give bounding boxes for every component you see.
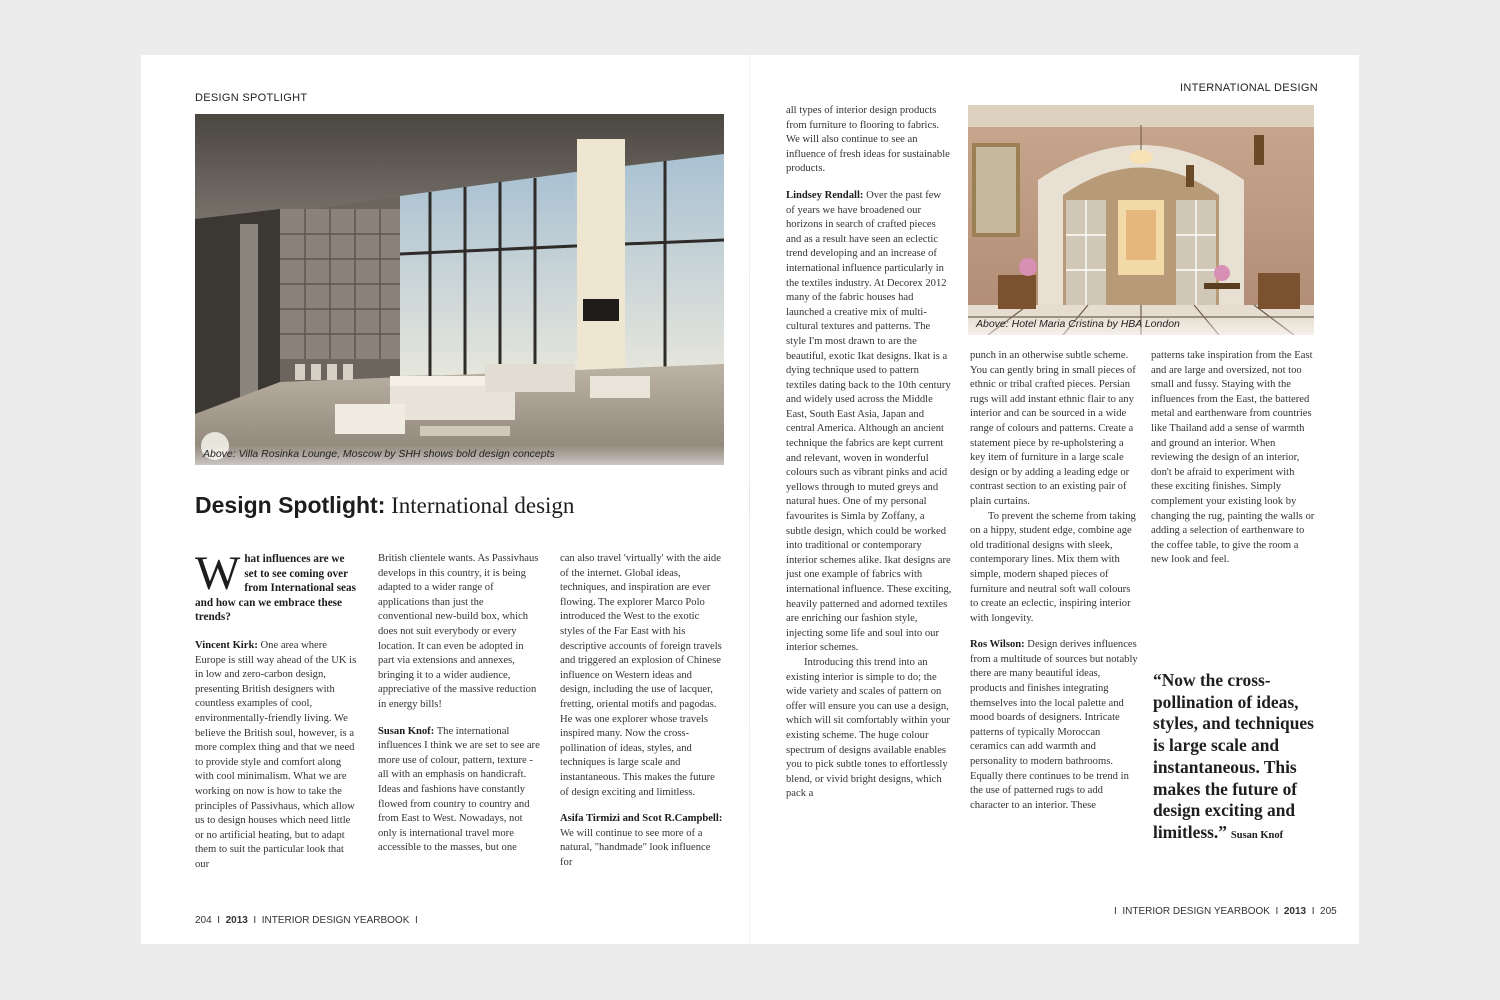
page-number: 204 (195, 915, 212, 926)
page-footer (1114, 906, 1337, 917)
drop-cap: W (195, 547, 241, 600)
paragraph-text: Over the past few of years we have broadened our horizons in search of crafted pieces and as a result have seen an eclectic trend developing and an increase of international influence particularly in the textiles industry. At Decorex 2012 many of the fabric houses had launched a creative mix of multi-cultural textures and patterns. The style I'm most drawn to are the beautiful, exotic Ikat designs. Ikat is a dying technique used to pattern textiles dating back to the 10th century and widely used across the Middle East, South East Asia, Japan and central America. Although an ancient technique the fabrics are kept current and relevant, woven in wonderful colours such as vibrant pinks and acid yellows through to muted greys and natural hues. One of my personal favourites is Simla by Zoffany, a subtle design, which could be worked into traditional or contemporary interior schemes alike. Ikat designs are just one example of fabrics with international influence. These exciting, heavily patterned and adorned textiles are enriching our fashion style, injecting some life and soul into our interior schemes. (786, 189, 952, 654)
speaker-name: Asifa Tirmizi and Scot R.Campbell: (560, 813, 723, 825)
paragraph-susan-knof (378, 725, 540, 856)
headline-bold: Design Spotlight: (195, 492, 386, 518)
magazine-spread (141, 55, 1359, 944)
pull-quote-author: Susan Knof (1230, 829, 1284, 841)
folio-year: 2013 (1283, 906, 1307, 917)
section-label: DESIGN SPOTLIGHT (195, 92, 308, 104)
pull-quote (1153, 670, 1323, 847)
lounge-photo (195, 114, 724, 465)
speaker-name: Lindsey Rendall: (786, 189, 864, 201)
folio-separator: I (217, 915, 221, 926)
paragraph: can also travel 'virtually' with the aide of the internet. Global ideas, techniques, and inspiration are ever flowing. The explorer Marco Polo introduced the West to the exotic styles of the Far East with his descriptive accounts of foreign travels and triggered an explosion of Chinese influence on Western ideas and design, including the use of lacquer, fretting, oriental motifs and pagodas. He was one explorer whose travels inspired many. Now the cross-pollination of ideas, styles, and techniques is large scale and instantaneous. This makes the future of design exciting and limitless. (560, 553, 722, 798)
folio-separator: I (414, 915, 418, 926)
paragraph: To prevent the scheme from taking on a hippy, student edge, combine age old traditional designs with sleek, contemporary lines. Mix them with simple, modern shaped pieces of furniture and neutral soft wall colours to create an eclectic, inspiring interior with longevity. (970, 510, 1136, 624)
section-label: INTERNATIONAL DESIGN (1180, 82, 1319, 94)
folio-separator: I (1311, 906, 1315, 917)
paragraph-lindsey-rendall (786, 189, 952, 656)
paragraph: punch in an otherwise subtle scheme. You can gently bring in small pieces of ethnic or tribal crafted pieces. Persian rugs will add instant ethnic flair to any interior and can be sourced in a wide range of colours and patterns. Create a statement piece by re-upholstering a key item of furniture in a large scale design or by adding a leading edge or contrast section to an existing pair of plain curtains. (970, 350, 1136, 507)
folio-separator: I (1275, 906, 1279, 917)
page-footer (195, 915, 418, 926)
headline-light: International design (385, 493, 575, 518)
intro-text: hat influences are we set to see coming over from International seas and how can we embrace these trends? (195, 553, 356, 624)
paragraph-ros-wilson (970, 638, 1138, 813)
photo-caption: Above: Villa Rosinka Lounge, Moscow by SHH shows bold design concepts (195, 445, 724, 465)
speaker-name: Vincent Kirk: (195, 639, 258, 651)
paragraph-vincent-kirk (195, 639, 357, 873)
speaker-name: Susan Knof: (378, 725, 435, 737)
paragraph: Introducing this trend into an existing interior is simple to do; the wide variety and scales of pattern on offer will ensure you can use a design, which will sit comfortably within your existing scheme. The huge colour spectrum of designs available enables you to pick subtle tones to effortlessly blend, or vivid bright designs, which pack a (786, 656, 950, 800)
paragraph-asifa-tirmizi (560, 812, 724, 870)
publication-title: INTERIOR DESIGN YEARBOOK (261, 915, 410, 926)
left-column-1 (195, 547, 357, 872)
folio-separator: I (253, 915, 257, 926)
pull-quote-text: “Now the cross-pollination of ideas, styles, and techniques is large scale and instantaneous. This makes the future of design exciting and limitless.” (1153, 670, 1314, 842)
publication-title: INTERIOR DESIGN YEARBOOK (1122, 906, 1270, 917)
paragraph: patterns take inspiration from the East and are large and oversized, not too small and fussy. Staying with the influences from the East, the battered metal and earthenware from countries like Thailand add a sense of warmth and ground an interior. When reviewing the design of an interior, don't be afraid to experiment with these exciting finishes. Simply complement your existing look by changing the rug, painting the walls or adding a selection of earthenware to the coffee table, to give the room a new look and feel. (1151, 350, 1315, 566)
paragraph-text: Design derives influences from a multitude of sources but notably there are many beautiful ideas, products and finishes integrating themselves into the local palette and mood boards of designers. Intricate patterns of typically Moroccan ceramics can add warmth and personality to modern bathrooms. Equally there continues to be trend in the use of patterned rugs to add character to an interior. These (970, 639, 1138, 811)
right-column-2 (970, 349, 1138, 813)
photo-caption: Above: Hotel Maria Cristina by HBA London (968, 315, 1314, 335)
speaker-name: Ros Wilson: (970, 639, 1025, 651)
paragraph-text: We will continue to see more of a natural, "handmade" look influence for (560, 827, 711, 868)
hotel-interior-illustration (968, 105, 1314, 335)
folio-year: 2013 (225, 915, 248, 926)
article-headline (195, 492, 574, 519)
left-page (141, 55, 750, 944)
intro-paragraph (195, 547, 357, 625)
hotel-photo (968, 105, 1314, 335)
left-column-2 (378, 552, 540, 856)
folio-separator: I (1114, 906, 1117, 917)
paragraph-text: The international influences I think we are set to see are more use of colour, pattern, texture - all with an emphasis on handicraft. Ideas and fashions have constantly flowed from country to country and from East to West. Nowadays, not only is international travel more accessible to the masses, but one (378, 725, 540, 854)
page-number: 205 (1320, 906, 1337, 917)
right-column-3 (1151, 349, 1317, 580)
left-column-3 (560, 552, 724, 870)
paragraph-text: One area where Europe is still way ahead of the UK is in low and zero-carbon design, presenting British designers with countless examples of cool, environmentally-friendly living. We believe the British soul, however, is a more complex thing and that we need to provide style and comfort along with cool minimalism. What we are working on now is how to take the principles of Passivhaus, which allow us to design houses which need little or no artificial heating, but to adapt them to suit the particular look that our (195, 639, 357, 870)
lounge-interior-illustration (195, 114, 724, 465)
paragraph: British clientele wants. As Passivhaus develops in this country, it is being adapted to a wider range of applications than just the conventional new-build box, which does not suit everybody or every location. It can even be adopted in part via extensions and annexes, bringing it to a wider audience, appreciative of the massive reduction in energy bills! (378, 553, 539, 710)
right-column-1 (786, 104, 952, 802)
paragraph: all types of interior design products from furniture to flooring to fabrics. We will also continue to see an influence of fresh ideas for sustainable products. (786, 105, 950, 175)
